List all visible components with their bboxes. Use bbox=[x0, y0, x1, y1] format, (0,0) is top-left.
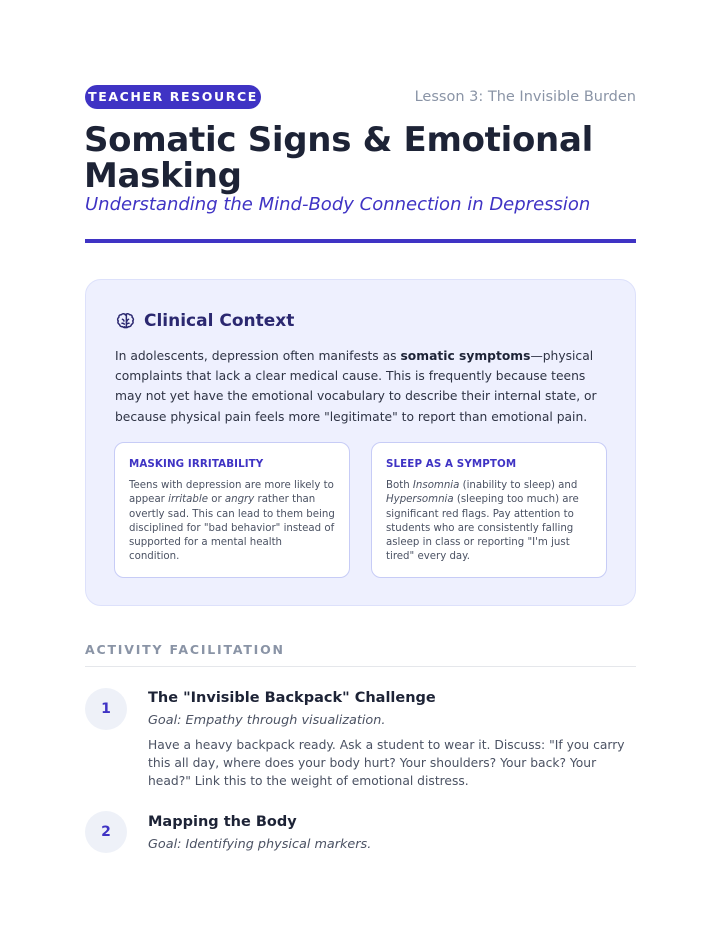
clinical-context-body bbox=[115, 346, 610, 427]
header-row bbox=[85, 85, 636, 109]
step-description: Have a heavy backpack ready. Ask a student to wear it. Discuss: "If you carry this all day, where does your body hurt? Your shoulders? Your back? Your head?" Link this to the weight of emotional distress. bbox=[148, 738, 625, 788]
step-number-badge: 2 bbox=[85, 811, 127, 853]
body-text-rest: —physical complaints that lack a clear medical cause. This is frequently because teens may not yet have the emotional vocabulary to describe their internal state, or because physical pain feels more "legitimate" to report than emotional pain. bbox=[115, 349, 597, 424]
card-text-part: Teens with depression are more likely to appear bbox=[129, 480, 334, 506]
teacher-resource-badge: TEACHER RESOURCE bbox=[85, 85, 261, 109]
section-divider bbox=[85, 666, 636, 667]
step-number-badge: 1 bbox=[85, 688, 127, 730]
title-divider bbox=[85, 239, 636, 243]
page-title: Somatic Signs & Emotional Masking bbox=[84, 120, 593, 196]
card-text bbox=[129, 479, 335, 565]
card-text-emphasis: angry bbox=[224, 494, 255, 506]
page-subtitle: Understanding the Mind-Body Connection in Depression bbox=[85, 194, 591, 215]
card-text-part: (sleeping too much) are significant red flags. Pay attention to students who are consistently falling asleep in class or reporting "I'm just tired" every day. bbox=[386, 494, 579, 563]
card-heading: MASKING IRRITABILITY bbox=[129, 458, 264, 470]
card-sleep-symptom bbox=[371, 442, 607, 578]
card-text-part: Both bbox=[386, 480, 413, 491]
lesson-label: Lesson 3: The Invisible Burden bbox=[414, 89, 636, 105]
card-text-emphasis: Insomnia bbox=[412, 480, 460, 491]
body-text-bold: somatic symptoms bbox=[400, 349, 531, 363]
activity-section-label: ACTIVITY FACILITATION bbox=[85, 642, 285, 657]
brain-icon bbox=[115, 311, 136, 332]
step-title: The "Invisible Backpack" Challenge bbox=[148, 690, 436, 706]
step-title: Mapping the Body bbox=[148, 814, 297, 830]
card-text-emphasis: Hypersomnia bbox=[386, 494, 454, 506]
card-heading: SLEEP AS A SYMPTOM bbox=[386, 458, 517, 470]
card-text-part: rather than overtly sad. This can lead to them being disciplined for "bad behavior" instead of supported for a mental health condition. bbox=[129, 494, 335, 563]
clinical-context-panel bbox=[85, 279, 636, 606]
card-text-emphasis: irritable bbox=[168, 494, 208, 506]
card-masking-irritability bbox=[114, 442, 350, 578]
step-goal: Goal: Empathy through visualization. bbox=[148, 713, 386, 728]
clinical-context-title: Clinical Context bbox=[144, 311, 295, 331]
clinical-context-header bbox=[115, 310, 294, 332]
card-text-part: or bbox=[207, 494, 225, 506]
card-text-part: (inability to sleep) and bbox=[459, 480, 578, 491]
step-goal: Goal: Identifying physical markers. bbox=[148, 837, 372, 852]
card-text bbox=[386, 479, 592, 565]
body-text-intro: In adolescents, depression often manifests as bbox=[115, 349, 401, 363]
